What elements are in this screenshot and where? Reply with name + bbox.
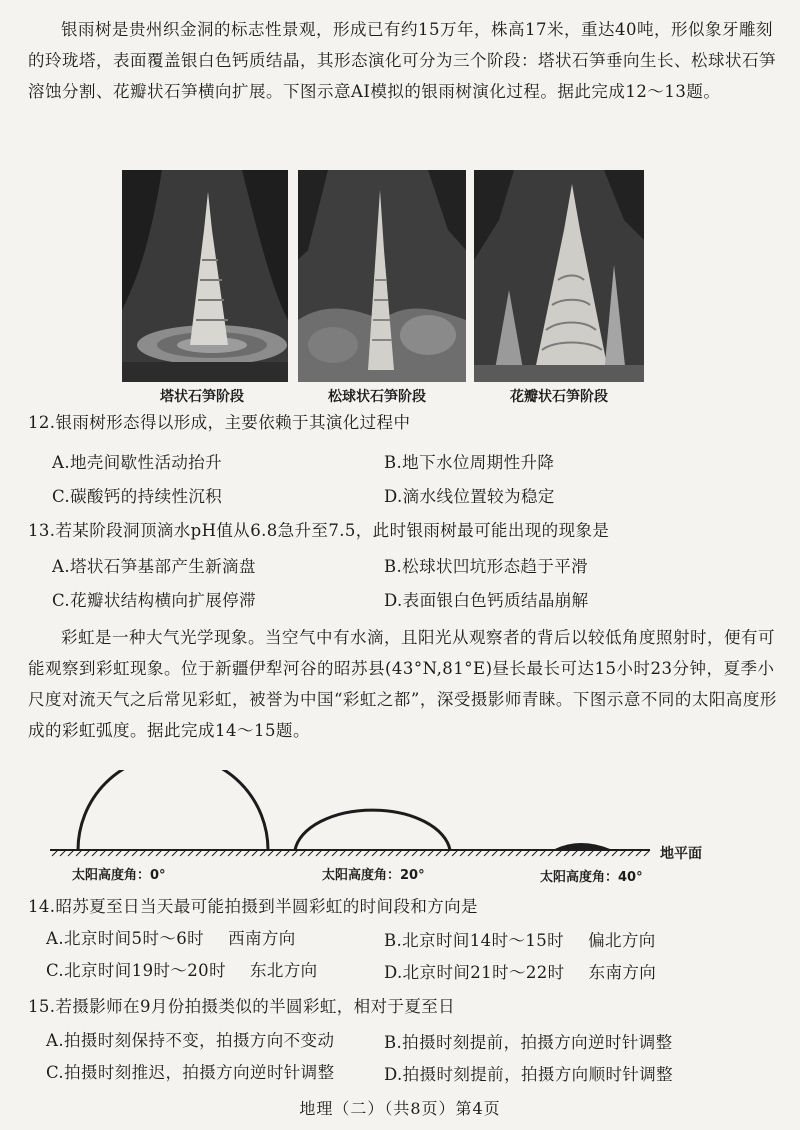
question-14-option-b-direction: 偏北方向	[588, 931, 656, 950]
question-15-option-a: A.拍摄时刻保持不变，拍摄方向不变动	[46, 1031, 335, 1050]
question-14-stem: 14.昭苏夏至日当天最可能拍摄到半圆彩虹的时间段和方向是	[28, 897, 478, 916]
rainbow-label-20deg: 太阳高度角：20°	[322, 868, 425, 883]
photo-caption-3: 花瓣状石笋阶段	[510, 389, 608, 405]
intro-passage-2: 彩虹是一种大气光学现象。当空气中有水滴，且阳光从观察者的背后以较低角度照射时，便有可能观察到彩虹现象。位于新疆伊犁河谷的昭苏县(43°N,81°E)昼长最长可达15小时23分钟，夏季小尺度对流天气之后常见彩虹，被誉为中国“彩虹之都”，深受摄影师青睐。下图示意不同的太阳高度形成的彩虹弧度。据此完成14～15题。	[28, 628, 777, 740]
question-12-stem: 12.银雨树形态得以形成，主要依赖于其演化过程中	[28, 413, 411, 432]
photo-petal-stalagmite	[474, 170, 644, 382]
question-14-option-a	[46, 925, 296, 949]
question-14-option-d-time: D.北京时间21时～22时	[384, 963, 565, 982]
photo-pinecone-stalagmite	[298, 170, 466, 382]
question-14-option-d-direction: 东南方向	[588, 963, 657, 982]
question-13-option-a: A.塔状石笋基部产生新滴盘	[52, 557, 256, 576]
question-15-option-b: B.拍摄时刻提前，拍摄方向逆时针调整	[384, 1033, 673, 1052]
question-14-option-b-time: B.北京时间14时～15时	[384, 931, 565, 950]
question-12-option-d: D.滴水线位置较为稳定	[384, 487, 555, 506]
question-14-option-a-direction: 西南方向	[228, 929, 296, 948]
question-14-option-c-direction: 东北方向	[249, 961, 318, 980]
photo-tower-stalagmite	[122, 170, 288, 382]
question-12-option-c: C.碳酸钙的持续性沉积	[52, 487, 223, 506]
question-15-stem: 15.若摄影师在9月份拍摄类似的半圆彩虹，相对于夏至日	[28, 997, 456, 1016]
rainbow-label-40deg: 太阳高度角：40°	[540, 870, 643, 885]
rainbow-arc-0deg	[78, 770, 268, 850]
question-13-option-b: B.松球状凹坑形态趋于平滑	[384, 557, 589, 576]
question-14-option-d	[384, 959, 656, 983]
question-14-option-b	[384, 927, 656, 951]
question-14-option-a-time: A.北京时间5时～6时	[46, 929, 205, 948]
photo-caption-2: 松球状石笋阶段	[328, 389, 426, 405]
intro-passage-1: 银雨树是贵州织金洞的标志性景观，形成已有约15万年，株高17米，重达40吨，形似象牙雕刻的玲珑塔，表面覆盖银白色钙质结晶，其形态演化可分为三个阶段：塔状石笋垂向生长、松球状石笋溶蚀分割、花瓣状石笋横向扩展。下图示意AI模拟的银雨树演化过程。据此完成12～13题。	[28, 20, 776, 101]
question-15-option-c: C.拍摄时刻推迟，拍摄方向逆时针调整	[46, 1063, 335, 1082]
question-13-option-c: C.花瓣状结构横向扩展停滞	[52, 591, 256, 610]
question-15-option-d: D.拍摄时刻提前，拍摄方向顺时针调整	[384, 1065, 674, 1084]
rainbow-arc-20deg	[295, 810, 450, 850]
question-14-option-c	[46, 957, 318, 981]
rainbow-label-0deg: 太阳高度角：0°	[72, 868, 166, 883]
question-14-option-c-time: C.北京时间19时～20时	[46, 961, 226, 980]
question-12-option-b: B.地下水位周期性升降	[384, 453, 555, 472]
question-12-option-a: A.地壳间歇性活动抬升	[52, 453, 223, 472]
question-13-stem: 13.若某阶段洞顶滴水pH值从6.8急升至7.5，此时银雨树最可能出现的现象是	[28, 521, 610, 540]
question-13-option-d: D.表面银白色钙质结晶崩解	[384, 591, 589, 610]
photo-caption-1: 塔状石笋阶段	[160, 389, 244, 405]
ground-plane-label: 地平面	[660, 846, 702, 862]
page-footer: 地理（二）（共8页）第4页	[299, 1099, 501, 1118]
